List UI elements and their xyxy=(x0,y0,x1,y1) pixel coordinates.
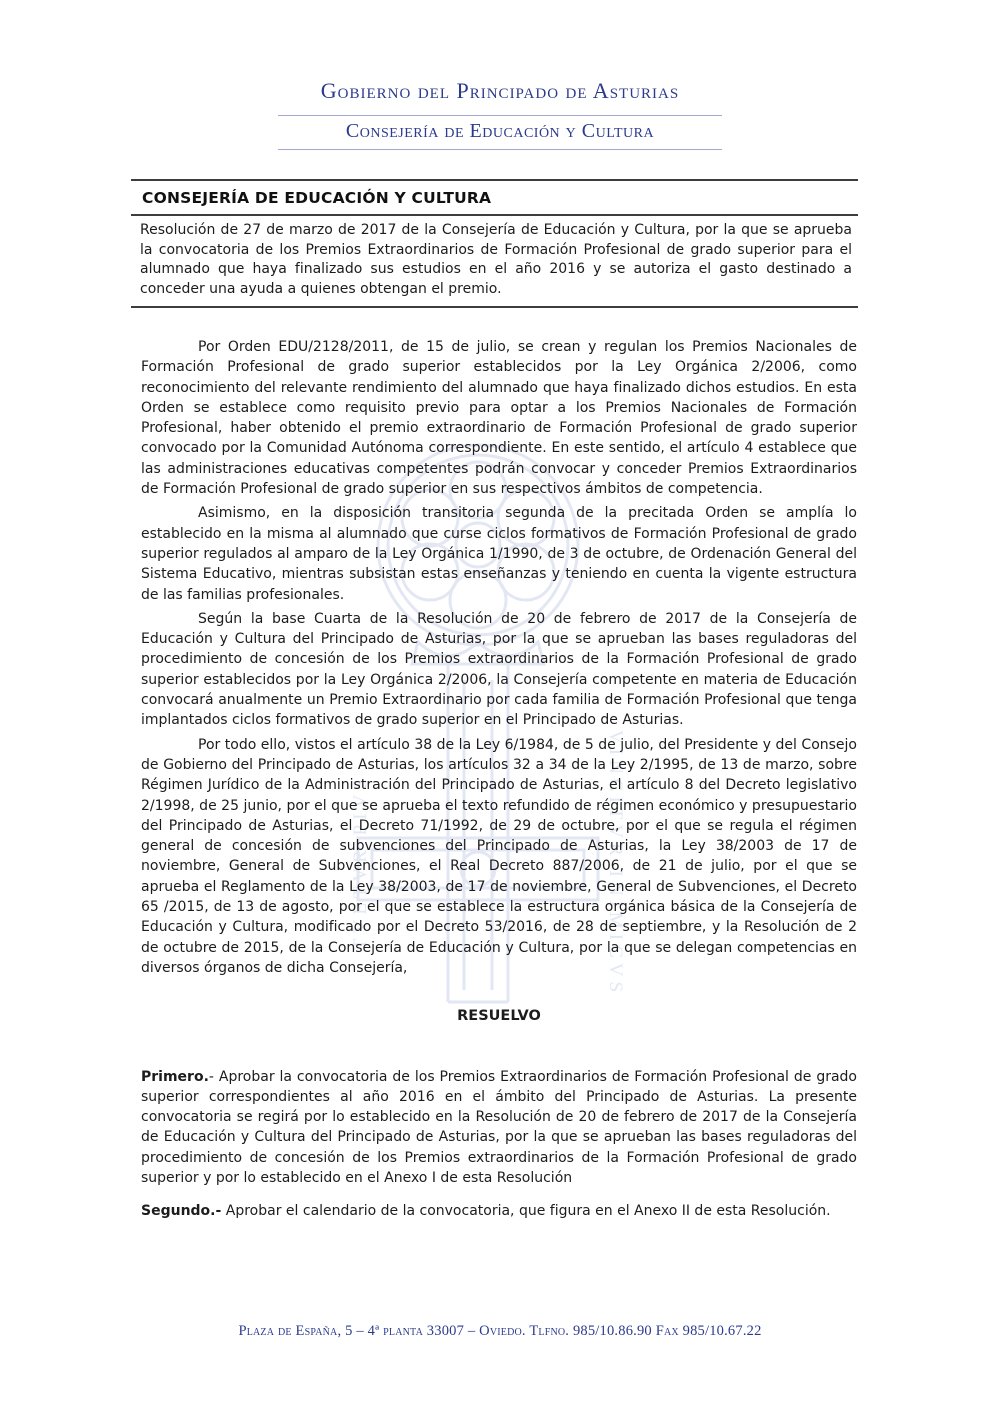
title-block xyxy=(131,179,858,308)
resuelvo-heading: RESUELVO xyxy=(457,1008,541,1025)
body-paragraph-3: Según la base Cuarta de la Resolución de 20 de febrero de 2017 de la Consejería de Educación y Cultura del Principado de Asturias, por la que se aprueban las bases reguladoras del procedimiento de concesión de los Premios extraordinarios de la Formación Profesional de grado superior establecidos por la Ley Orgánica 2/2006, la Consejería competente en materia de Educación convocará anualmente un Premio Extraordinario por cada familia de Formación Profesional que tenga implantados ciclos formativos de grado superior en el Principado de Asturias. xyxy=(141,610,857,729)
resolution-segundo-text: Aprobar el calendario de la convocatoria, que figura en el Anexo II de esta Resolución. xyxy=(221,1203,831,1220)
body-paragraph-4: Por todo ello, vistos el artículo 38 de la Ley 6/1984, de 5 de julio, del Presidente y del Consejo de Gobierno del Principado de Asturias, los artículos 32 a 34 de la Ley 2/1995, de 13 de marzo, sobre Régimen Jurídico de la Administración del Principado de Asturias, el artículo 8 del Decreto legislativo 2/1998, de 25 junio, por el que se aprueba el texto refundido de régimen económico y presupuestario del Principado de Asturias, el Decreto 71/1992, de 29 de octubre, por el que se regula el régimen general de concesión de subvenciones del Principado de Asturias, la Ley 38/2003 de 17 de noviembre, General de Subvenciones, el Real Decreto 887/2006, de 21 de julio, por el que se aprueba el Reglamento de la Ley 38/2003, de 17 de noviembre, General de Subvenciones, el Decreto 65 /2015, de 13 de agosto, por el que se establece la estructura orgánica básica de la Consejería de Educación y Cultura, modificado por el Decreto 53/2016, de 28 de septiembre, y la Resolución de 2 de octubre de 2015, de la Consejería de Educación y Cultura, por la que se delegan competencias en diversos órganos de dicha Consejería, xyxy=(141,736,857,976)
body-paragraph-1: Por Orden EDU/2128/2011, de 15 de julio, se crean y regulan los Premios Nacionales de Formación Profesional de grado superior establecidos por la Ley Orgánica 2/2006, como reconocimiento del relevante rendimiento del alumnado que haya finalizado dichos estudios. En esta Orden se establece como requisito previo para optar a los Premios Nacionales de Formación Profesional, haber obtenido el premio extraordinario de Formación Profesional de grado superior convocado por la Comunidad Autónoma correspondiente. En este sentido, el artículo 4 establece que las administraciones educativas competentes podrán convocar y conceder Premios Extraordinarios de Formación Profesional de grado superior en sus respectivos ámbitos de competencia. xyxy=(141,339,857,498)
letterhead-government: Gobierno del Principado de Asturias xyxy=(320,78,680,103)
letterhead-department: Consejería de Educación y Cultura xyxy=(345,120,655,142)
resolution-item-segundo xyxy=(141,1201,857,1221)
resolution-segundo-lead: Segundo.- xyxy=(141,1203,222,1220)
resolution-primero-lead: Primero. xyxy=(141,1068,209,1085)
document-body xyxy=(141,337,857,1235)
section-heading: CONSEJERÍA DE EDUCACIÓN Y CULTURA xyxy=(142,189,492,207)
divider-bottom xyxy=(131,306,858,308)
letterhead-department-box xyxy=(278,115,722,150)
resolution-item-primero xyxy=(141,1067,857,1189)
resolution-primero-text: - Aprobar la convocatoria de los Premios Extraordinarios de Formación Profesional de grado superior correspondientes al año 2016 en el ámbito del Principado de Asturias. La presente convocatoria se regirá por lo establecido en la Resolución de 20 de febrero de 2017 de la Consejería de Educación y Cultura del Principado de Asturias, por la que se aprueban las bases reguladoras del procedimiento de concesión de los Premios extraordinarios de la Formación Profesional de grado superior y por lo establecido en el Anexo I de esta Resolución xyxy=(141,1068,857,1186)
divider-middle xyxy=(131,214,858,216)
letterhead xyxy=(0,78,1000,150)
divider-top xyxy=(131,179,858,181)
watermark-inscription-left: TVETVR PIVS xyxy=(350,774,371,950)
footer xyxy=(0,1323,1000,1340)
resolution-summary: Resolución de 27 de marzo de 2017 de la Consejería de Educación y Cultura, por la que se aprueba la convocatoria de los Premios Extraordinarios de Formación Profesional de grado superior para el alumnado que haya finalizado sus estudios en el año 2016 y se autoriza el gasto destinado a conceder una ayuda a quienes obtengan el premio. xyxy=(140,222,852,297)
watermark-inscription-right: VINCITVR INIMICVS xyxy=(605,730,626,998)
body-paragraph-2: Asimismo, en la disposición transitoria segunda de la precitada Orden se amplía lo establecido en la misma al alumnado que curse ciclos formativos de Formación Profesional de grado superior regulados al amparo de la Ley Orgánica 1/1990, de 3 de octubre, de Ordenación General del Sistema Educativo, mientras subsistan estas enseñanzas y teniendo en cuenta la vigente estructura de las familias profesionales. xyxy=(141,505,857,603)
footer-address: Plaza de España, 5 – 4ª planta 33007 – Oviedo. Tlfno. 985/10.86.90 Fax 985/10.67.22 xyxy=(238,1323,762,1339)
